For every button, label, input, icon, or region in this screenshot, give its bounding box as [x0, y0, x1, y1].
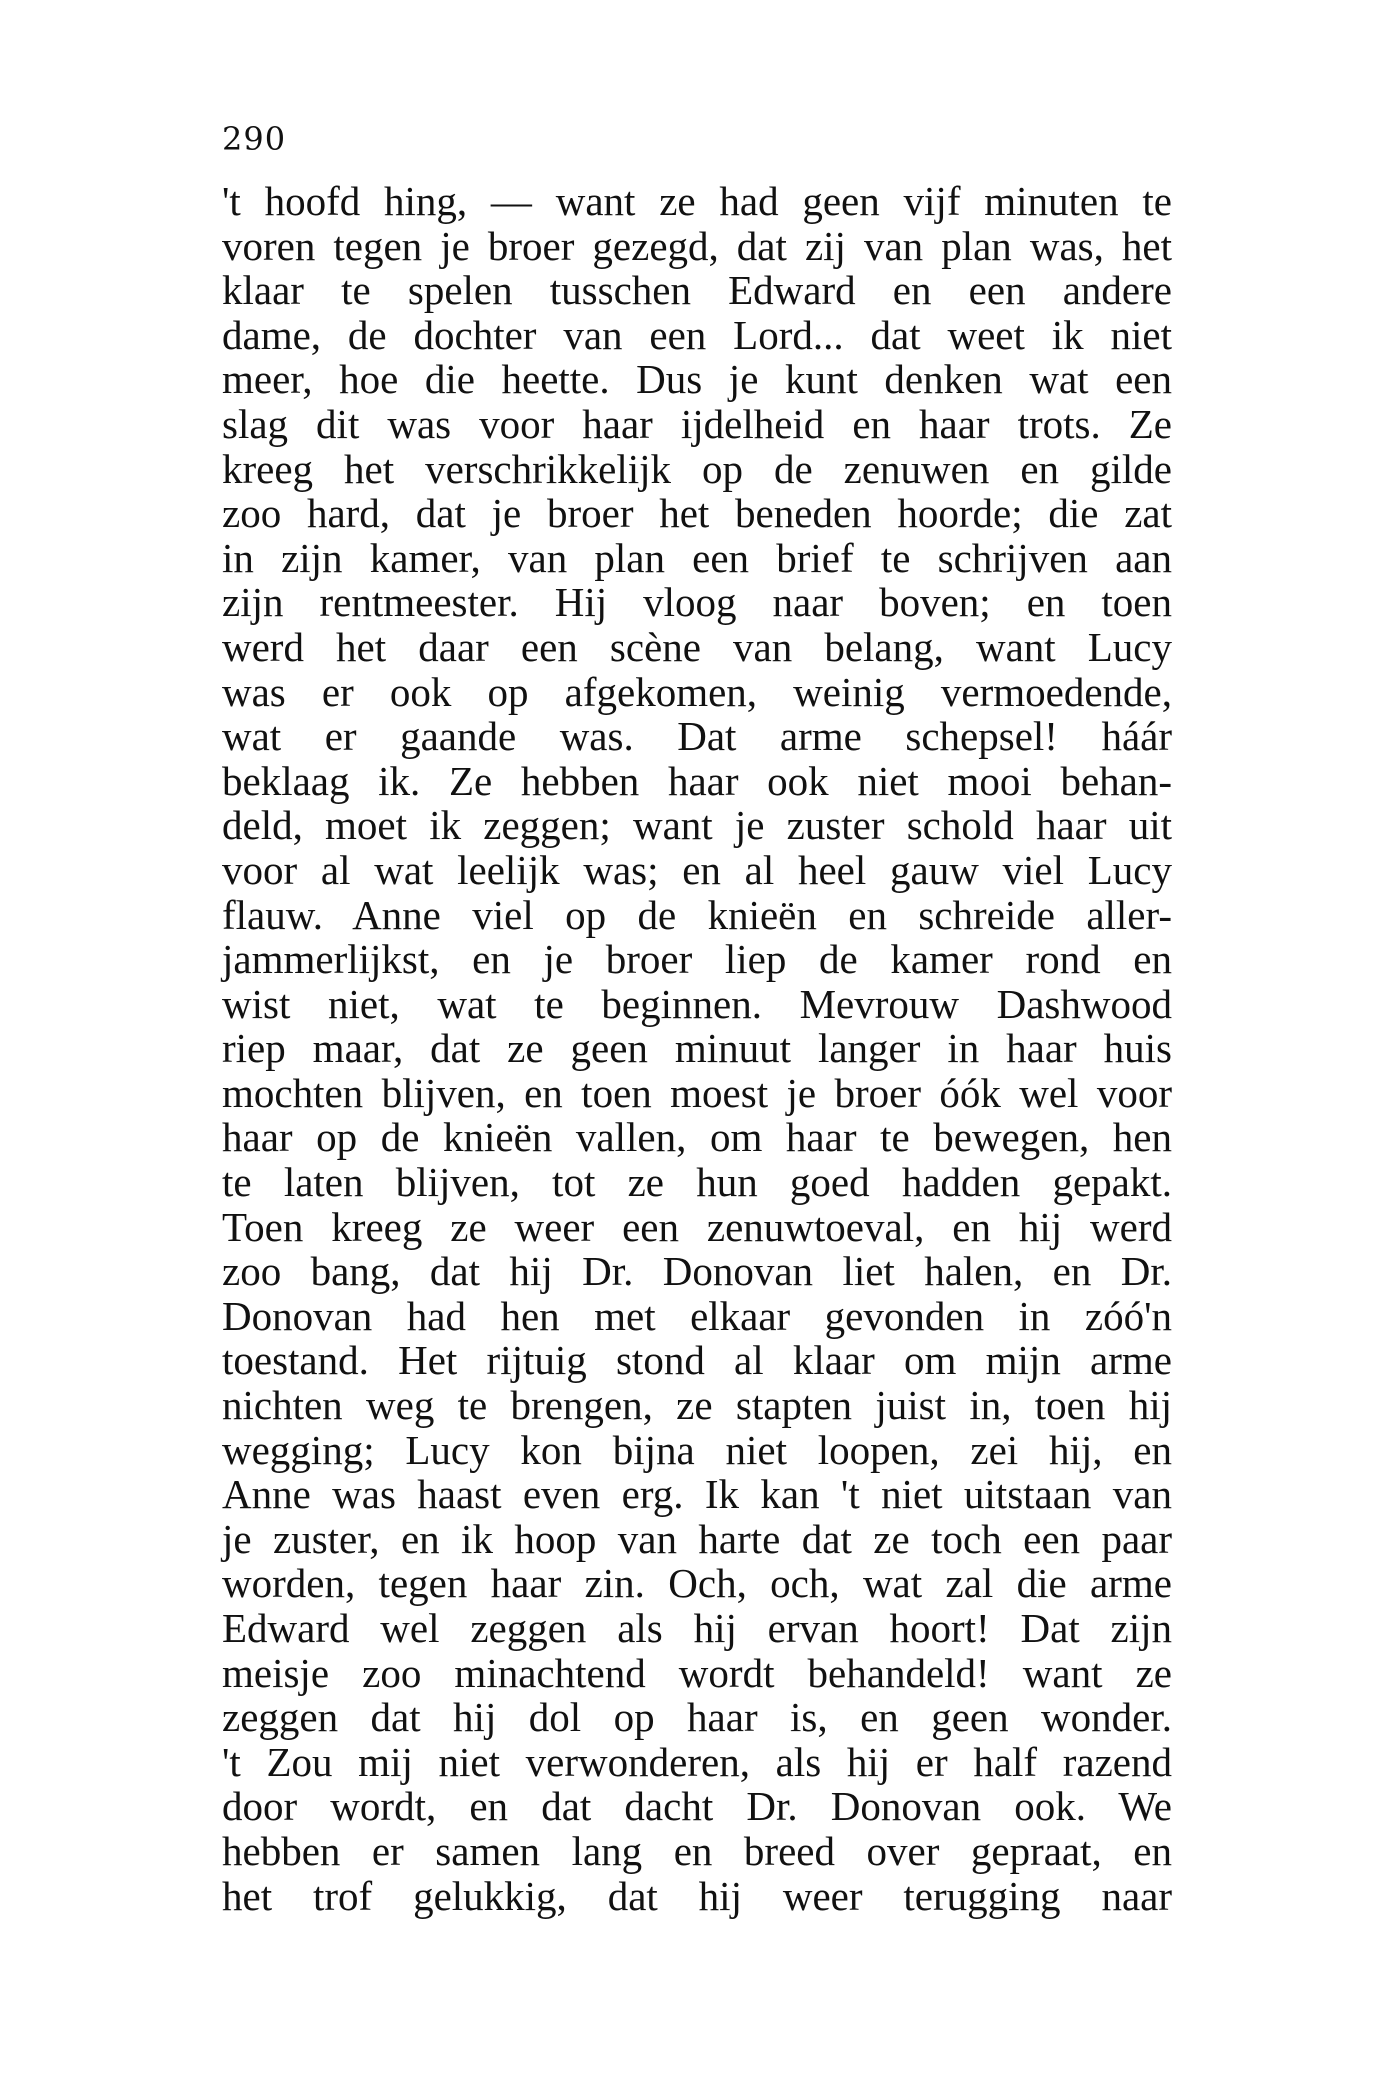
text-line: zeggen dat hij dol op haar is, en geen wonder. — [222, 1694, 1172, 1741]
text-line: Anne was haast even erg. Ik kan 't niet uitstaan van — [222, 1471, 1172, 1518]
text-line: zoo bang, dat hij Dr. Donovan liet halen, en Dr. — [222, 1248, 1172, 1295]
text-line: hebben er samen lang en breed over gepraat, en — [222, 1827, 1172, 1874]
text-line: te laten blijven, tot ze hun goed hadden gepakt. — [222, 1159, 1172, 1206]
text-line: 't Zou mij niet verwonderen, als hij er half razend — [222, 1738, 1172, 1785]
page-number: 290 — [222, 120, 287, 158]
text-line: door wordt, en dat dacht Dr. Donovan ook. We — [222, 1783, 1172, 1830]
text-line: Donovan had hen met elkaar gevonden in zóó'n — [222, 1292, 1172, 1339]
text-line: was er ook op afgekomen, weinig vermoedende, — [222, 668, 1172, 715]
text-line: werd het daar een scène van belang, want Lucy — [222, 623, 1172, 670]
text-line: voor al wat leelijk was; en al heel gauw viel Lucy — [222, 846, 1172, 893]
text-line: wat er gaande was. Dat arme schepsel! háár — [222, 713, 1172, 760]
text-line: haar op de knieën vallen, om haar te bewegen, hen — [222, 1114, 1172, 1161]
text-line: het trof gelukkig, dat hij weer terugging naar — [222, 1872, 1172, 1919]
text-line: wist niet, wat te beginnen. Mevrouw Dashwood — [222, 980, 1172, 1027]
text-line: zijn rentmeester. Hij vloog naar boven; en toen — [222, 579, 1172, 626]
text-line: worden, tegen haar zin. Och, och, wat zal die arme — [222, 1560, 1172, 1607]
text-line: dame, de dochter van een Lord... dat weet ik niet — [222, 311, 1172, 358]
text-line: voren tegen je broer gezegd, dat zij van plan was, het — [222, 222, 1172, 269]
text-line: riep maar, dat ze geen minuut langer in haar huis — [222, 1025, 1172, 1072]
text-line: jammerlijkst, en je broer liep de kamer rond en — [222, 936, 1172, 983]
text-line: beklaag ik. Ze hebben haar ook niet mooi behan- — [222, 757, 1172, 804]
text-line: mochten blijven, en toen moest je broer óók wel voor — [222, 1069, 1172, 1116]
text-line: in zijn kamer, van plan een brief te schrijven aan — [222, 534, 1172, 581]
body-text — [222, 179, 1172, 1918]
text-line: deld, moet ik zeggen; want je zuster schold haar uit — [222, 802, 1172, 849]
text-line: kreeg het verschrikkelijk op de zenuwen en gilde — [222, 445, 1172, 492]
text-line: wegging; Lucy kon bijna niet loopen, zei hij, en — [222, 1426, 1172, 1473]
text-line: nichten weg te brengen, ze stapten juist in, toen hij — [222, 1382, 1172, 1429]
text-line: 't hoofd hing, — want ze had geen vijf minuten te — [222, 178, 1172, 224]
text-line: zoo hard, dat je broer het beneden hoorde; die zat — [222, 490, 1172, 537]
text-line: slag dit was voor haar ijdelheid en haar trots. Ze — [222, 400, 1172, 447]
text-line: toestand. Het rijtuig stond al klaar om mijn arme — [222, 1337, 1172, 1384]
text-line: flauw. Anne viel op de knieën en schreide aller- — [222, 891, 1172, 938]
text-line: Edward wel zeggen als hij ervan hoort! Dat zijn — [222, 1605, 1172, 1651]
text-line: Toen kreeg ze weer een zenuwtoeval, en hij werd — [222, 1203, 1172, 1250]
text-line: meer, hoe die heette. Dus je kunt denken wat een — [222, 356, 1172, 403]
text-line: klaar te spelen tusschen Edward en een andere — [222, 267, 1172, 314]
text-line: meisje zoo minachtend wordt behandeld! want ze — [222, 1649, 1172, 1696]
text-line: je zuster, en ik hoop van harte dat ze toch een paar — [222, 1515, 1172, 1562]
